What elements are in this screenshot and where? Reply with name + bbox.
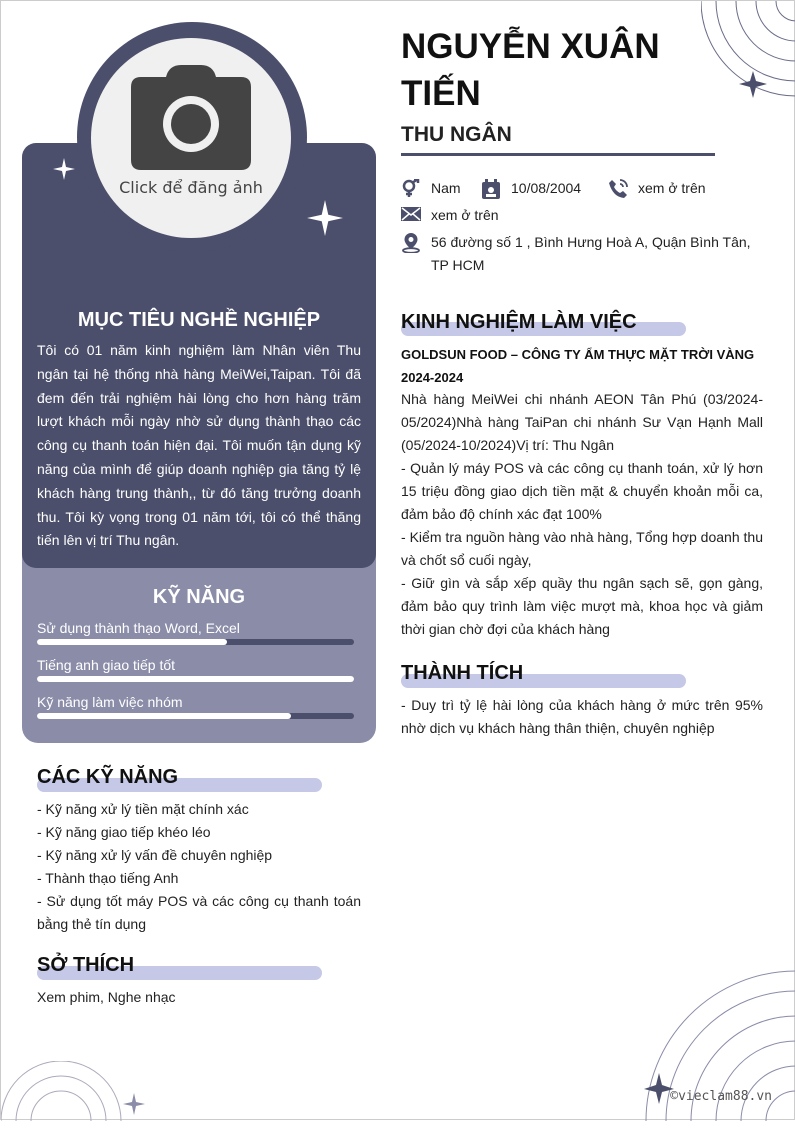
phone-value: xem ở trên: [638, 180, 706, 196]
list-item: - Quản lý máy POS và các công cụ thanh toán, xử lý hơn 15 triệu đồng giao dịch tiền mặt & chuyển khoản mỗi ca, đảm bảo độ chính xác đạt 100%: [401, 460, 763, 522]
list-item: - Kỹ năng xử lý tiền mặt chính xác: [37, 801, 249, 817]
skill-item: [37, 620, 354, 645]
email-info: [401, 204, 499, 227]
address-value: 56 đường số 1 , Bình Hưng Hoà A, Quận Bình Tân, TP HCM: [431, 234, 751, 273]
list-item: - Kỹ năng xử lý vấn đề chuyên nghiệp: [37, 847, 273, 863]
experience-title: KINH NGHIỆM LÀM VIỆC: [401, 311, 637, 333]
skill-bar: [37, 676, 354, 682]
camera-icon: [131, 65, 251, 170]
other-skills-title: CÁC KỸ NĂNG: [37, 766, 179, 788]
address-info: [401, 231, 763, 277]
watermark: ©vieclam88.vn: [670, 1089, 772, 1104]
other-skills-list: [37, 798, 361, 936]
list-item: - Giữ gìn và sắp xếp quầy thu ngân sạch sẽ, gọn gàng, đảm bảo quy trình làm việc mượt mà, khoa học và giảm thời gian chờ đợi của khách hàng: [401, 575, 763, 637]
skill-bar-fill: [37, 676, 354, 682]
skill-label: Kỹ năng làm việc nhóm: [37, 694, 183, 710]
full-name: NGUYỄN XUÂN TIẾN: [401, 27, 660, 113]
dob-info: [481, 177, 581, 200]
dob-value: 10/08/2004: [511, 180, 582, 196]
skill-bar-fill: [37, 713, 291, 719]
experience-details: [401, 388, 763, 641]
gender-value: Nam: [431, 180, 461, 196]
list-item: - Thành thạo tiếng Anh: [37, 870, 179, 886]
hobbies-title: SỞ THÍCH: [37, 954, 135, 976]
calendar-icon: [481, 179, 501, 199]
list-item: Nhà hàng MeiWei chi nhánh AEON Tân Phú (03/2024-05/2024)Nhà hàng TaiPan chi nhánh Sư Vạn Hạnh Mall (05/2024-10/2024)Vị trí: Thu Ngân: [401, 391, 763, 453]
experience-period: 2024-2024: [401, 370, 464, 385]
skill-bar: [37, 639, 354, 645]
skills-title: KỸ NĂNG: [152, 586, 246, 608]
company-name: GOLDSUN FOOD – CÔNG TY ẨM THỰC MẶT TRỜI VÀNG: [401, 347, 755, 362]
experience-company: [401, 343, 763, 389]
achievements-title: THÀNH TÍCH: [401, 662, 524, 684]
objective-title: MỤC TIÊU NGHỀ NGHIỆP: [77, 309, 321, 331]
sparkle-icon: [307, 200, 343, 236]
skill-label: Sử dụng thành thạo Word, Excel: [37, 620, 240, 636]
phone-icon: [608, 179, 628, 199]
achievements-text: - Duy trì tỷ lệ hài lòng của khách hàng ở mức trên 95% nhờ dịch vụ khách hàng thân thiện, chuyên nghiệp: [401, 697, 763, 736]
list-item: - Sử dụng tốt máy POS và các công cụ thanh toán bằng thẻ tín dụng: [37, 893, 361, 932]
avatar-caption: Click để đăng ảnh: [119, 178, 263, 197]
gender-icon: [401, 179, 421, 197]
skill-label: Tiếng anh giao tiếp tốt: [37, 657, 176, 673]
job-title: THU NGÂN: [401, 123, 512, 146]
sparkle-icon: [53, 158, 75, 180]
email-icon: [401, 206, 421, 222]
arcs-top-right-decoration: [701, 1, 795, 121]
arcs-bottom-left-decoration: [1, 1061, 161, 1121]
avatar-upload[interactable]: [91, 38, 291, 238]
list-item: - Kỹ năng giao tiếp khéo léo: [37, 824, 211, 840]
skill-bar: [37, 713, 354, 719]
skill-item: [37, 657, 354, 682]
gender-info: [401, 177, 461, 200]
title-divider: [401, 153, 715, 156]
location-pin-icon: [401, 233, 421, 253]
phone-info: [608, 177, 706, 200]
email-value: xem ở trên: [431, 207, 499, 223]
skill-item: [37, 694, 354, 719]
skill-bar-fill: [37, 639, 227, 645]
objective-text: Tôi có 01 năm kinh nghiệm làm Nhân viên Thu ngân tại hệ thống nhà hàng MeiWei,Taipan. Tôi đã đem đến trải nghiệm hài lòng cho hơn hàng trăm lượt khách mỗi ngày nhờ sử dụng thành thạo các công cụ thanh toán hiện đại. Tôi muốn tận dụng kỹ năng của mình để giúp doanh nghiệp gia tăng tỷ lệ khách hàng trung thành,, từ đó tăng trưởng doanh thu. Tôi kỳ vọng trong 01 năm tới, tôi có thể thăng tiến lên vị trí Thu ngân.: [37, 342, 361, 549]
hobbies-text: Xem phim, Nghe nhạc: [37, 989, 176, 1005]
list-item: - Kiểm tra nguồn hàng vào nhà hàng, Tổng hợp doanh thu và chốt sổ cuối ngày,: [401, 529, 763, 568]
